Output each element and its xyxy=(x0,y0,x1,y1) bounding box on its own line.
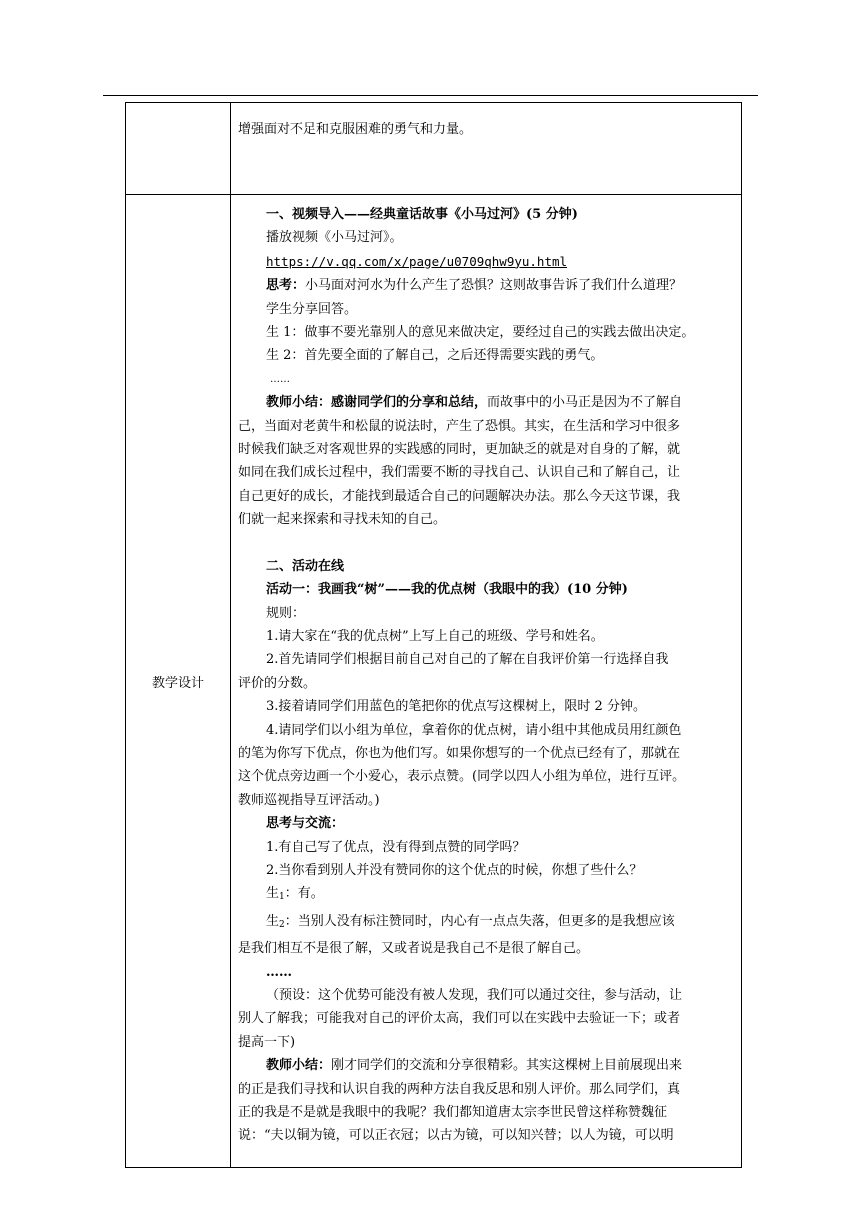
share-text: 学生分享回答。 xyxy=(266,301,358,317)
summary-line: 自己更好的成长，才能找到最适合自己的问题解决办法。那么今天这节课，我 xyxy=(238,488,681,504)
summary-line: 如同在我们成长过程中，我们需要不断的寻找自己、认识自己和了解自己，让 xyxy=(238,465,681,481)
summary-line: 而故事中的小马正是因为不了解自 xyxy=(487,395,683,411)
think-text: 小马面对河水为什么产生了恐惧？这则故事告诉了我们什么道理？ xyxy=(305,278,683,294)
header-rule xyxy=(103,95,758,96)
summary-label: 教师小结： xyxy=(266,1058,332,1074)
play-video-text: 播放视频《小马过河》。 xyxy=(266,230,403,246)
section-heading-video: 一、视频导入——经典童话故事《小马过河》(5 分钟) xyxy=(266,207,578,222)
student-number: 1 xyxy=(279,892,285,903)
summary-line: 时候我们缺乏对客观世界的实践感的同时，更加缺乏的就是对自身的了解，就 xyxy=(238,442,681,458)
teaching-design-cell xyxy=(231,195,742,1168)
think-exchange-label: 思考与交流： xyxy=(266,816,345,832)
row-label-teaching-design: 教学设计 xyxy=(126,195,231,1168)
activity-title: 活动一：我画我“树”——我的优点树（我眼中的我）(10 分钟) xyxy=(266,582,628,598)
rule-item: 2.首先请同学们根据目前自己对自己的了解在自我评价第一行选择自我 xyxy=(266,652,669,668)
preset-line: （预设：这个优势可能没有被人发现，我们可以通过交往，参与活动，让 xyxy=(266,988,683,1003)
think-question xyxy=(238,274,734,297)
rule-item-cont: 这个优点旁边画一个小爱心，表示点赞。(同学以四人小组为单位，进行互评。 xyxy=(238,769,686,785)
answer-text: ：有。 xyxy=(284,886,324,902)
video-url[interactable]: https://v.qq.com/x/page/u0709qhw9yu.html xyxy=(266,253,568,269)
section-heading-activity: 二、活动在线 xyxy=(266,558,345,574)
preset-line: 提高一下) xyxy=(238,1034,296,1050)
summary-line: 刚才同学们的交流和分享很精彩。其实这棵树上目前展现出来 xyxy=(331,1058,683,1074)
summary-line: 己，当面对老黄牛和松鼠的说法时，产生了恐惧。其实，在生活和学习中很多 xyxy=(238,418,681,434)
preset-line: 别人了解我；可能我对自己的评价太高，我们可以在实践中去验证一下；或者 xyxy=(238,1011,681,1027)
student-answer-2 xyxy=(238,910,734,937)
rule-item: 1.请大家在“我的优点树”上写上自己的班级、学号和姓名。 xyxy=(266,628,604,644)
student-number: 2 xyxy=(279,919,285,930)
goal-cell xyxy=(231,103,742,195)
rule-item-cont: 的笔为你写下优点，你也为他们写。如果你想写的一个优点已经有了，那就在 xyxy=(238,745,681,761)
rule-item-cont: 评价的分数。 xyxy=(238,675,317,691)
student-answer-2: 生 2：首先要全面的了解自己，之后还得需要实践的勇气。 xyxy=(266,348,604,364)
rule-item: 4.请同学们以小组为单位，拿着你的优点树，请小组中其他成员用红颜色 xyxy=(266,722,682,738)
question-item: 2.当你看到别人并没有赞同你的这个优点的时候，你想了些什么？ xyxy=(266,862,643,878)
ellipsis: …… xyxy=(270,373,290,385)
rules-label: 规则： xyxy=(266,605,306,621)
ellipsis: …… xyxy=(266,964,292,980)
summary-line: 的正是我们寻找和认识自我的两种方法自我反思和别人评价。那么同学们，真 xyxy=(238,1081,681,1097)
student-answer-1: 生 1：做事不要光靠别人的意见来做决定，要经过自己的实践去做出决定。 xyxy=(266,325,695,341)
student-answer-1 xyxy=(238,882,734,909)
rule-item-cont: 教师巡视指导互评活动。) xyxy=(238,792,380,808)
goal-text: 增强面对不足和克服困难的勇气和力量。 xyxy=(238,122,473,137)
video-link[interactable] xyxy=(238,250,734,274)
table-row xyxy=(126,103,742,195)
spacer xyxy=(238,532,734,555)
summary-line: 正的我是不是就是我眼中的我呢？我们都知道唐太宗李世民曾这样称赞魏征 xyxy=(238,1105,668,1121)
student-prefix: 生 xyxy=(266,913,280,929)
summary-line: 们就一起来探索和寻找未知的自己。 xyxy=(238,512,447,528)
student-prefix: 生 xyxy=(266,886,280,902)
summary-label: 教师小结：感谢同学们的分享和总结， xyxy=(266,395,488,411)
summary-line: 说：“夫以铜为镜，可以正衣冠；以古为镜，可以知兴替；以人为镜，可以明 xyxy=(238,1128,674,1144)
answer-text: ：当别人没有标注赞同时，内心有一点点失落，但更多的是我想应该 xyxy=(284,913,675,929)
row-label-empty xyxy=(126,103,231,195)
think-label: 思考： xyxy=(266,278,306,294)
teacher-summary-2 xyxy=(238,1054,734,1077)
rule-item: 3.接着请同学们用蓝色的笔把你的优点写这棵树上，限时 2 分钟。 xyxy=(266,699,646,715)
teacher-summary-1 xyxy=(238,391,734,414)
question-item: 1.有自己写了优点，没有得到点赞的同学吗？ xyxy=(266,839,526,855)
lesson-table xyxy=(125,102,742,1168)
table-row xyxy=(126,195,742,1168)
answer-cont: 是我们相互不是很了解，又或者说是我自己不是很了解自己。 xyxy=(238,941,590,957)
